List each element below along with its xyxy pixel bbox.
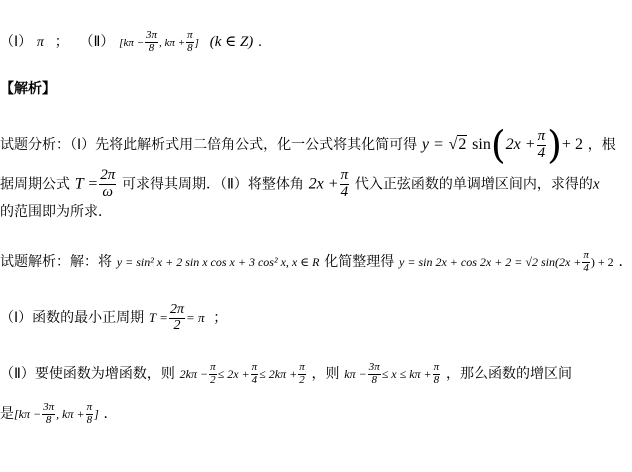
answer-condition: (k ∈ Z) [209, 34, 254, 51]
analysis-text-2b: 可求得其周期．（Ⅱ）将整体角 [121, 176, 304, 193]
analysis-line-1 [0, 123, 616, 167]
solution-ineq-a: 2kπ − [179, 367, 209, 382]
solution-ineq-d: kπ − [344, 367, 367, 382]
solution-part2-text-b: ，则 [311, 366, 340, 383]
solution-fraction-2pi-2: $\frac{2\pi}{2}$ [169, 302, 184, 333]
solution-text-1b: 化简整理得 [324, 254, 395, 271]
solution-line-1 [0, 250, 632, 274]
solution-T-eq: T = [148, 310, 168, 326]
analysis-y-eq: y = [421, 136, 444, 153]
solution-ineq-e: ≤ x ≤ kπ + [381, 367, 432, 382]
analysis-text-3: 的范围即为所求． [0, 204, 112, 220]
analysis-left-paren: ( [490, 123, 506, 167]
solution-interval-fraction-pi-8: $\frac{\pi}{8}$ [86, 401, 93, 426]
analysis-T-eq: T = [74, 175, 99, 193]
analysis-text-1: 试题分析：（Ⅰ）先将此解析式用二倍角公式，化一公式将其化简可得 [0, 137, 418, 153]
answer-line [0, 30, 262, 54]
solution-part1-end: ； [213, 310, 228, 327]
analysis-text-2c: 代入正弦函数的单调增区间内，求得的 [354, 176, 593, 193]
solution-part2-text-c: ，那么函数的增区间 [445, 366, 572, 383]
analysis-2x-plus-2: 2x + [308, 175, 339, 193]
analysis-2x-plus: 2x + [505, 136, 536, 153]
analysis-sqrt2: √2 [448, 136, 467, 153]
answer-interval-mid: , kπ + [159, 37, 186, 50]
solution-part2-text-a: （Ⅱ）要使函数为增函数，则 [0, 366, 175, 383]
answer-fraction-3pi-8: $\frac{3\pi}{8}$ [146, 29, 158, 54]
analysis-text-1-tail: ，根 [587, 137, 616, 153]
solution-part1-line [0, 303, 227, 333]
answer-end-period: . [258, 34, 262, 51]
analysis-fraction-pi-4-b: $\frac{\pi}{4}$ [340, 167, 349, 200]
answer-fraction-pi-8: $\frac{\pi}{8}$ [187, 29, 193, 54]
solution-original-function: y = sin² x + 2 sin x cos x + 3 cos² x, x ∈ R [116, 255, 320, 270]
solution-text-1a: 试题解析：解：将 [0, 254, 112, 271]
analysis-fraction-2pi-omega: $\frac{2\pi}{\omega}$ [100, 167, 116, 200]
answer-part1-label: （Ⅰ） [0, 34, 33, 51]
solution-interval-right: ] [94, 407, 99, 422]
solution-interval-line [0, 402, 118, 426]
solution-interval-fraction-3pi-8: $\frac{3\pi}{8}$ [43, 401, 55, 426]
analysis-line-2 [0, 168, 600, 201]
solution-interval-left: [kπ − [14, 407, 42, 422]
analysis-right-paren: ) [547, 123, 562, 167]
solution-eq-pi: = π [185, 310, 205, 326]
answer-interval-right: ] [194, 37, 199, 50]
solution-end-1: ． [618, 254, 632, 271]
solution-interval-mid: , kπ + [56, 407, 85, 422]
solution-fraction-3pi-8: $\frac{3\pi}{8}$ [368, 361, 380, 386]
solution-fraction-pi-2-a: $\frac{\pi}{2}$ [210, 361, 216, 386]
solution-fraction-pi-4: $\frac{\pi}{4}$ [583, 249, 589, 274]
analysis-text-2a: 据周期公式 [0, 176, 70, 193]
solution-ineq-b: ≤ 2x + [217, 367, 250, 382]
solution-interval-text: 是 [0, 406, 14, 423]
solution-part1-label: （Ⅰ）函数的最小正周期 [0, 310, 145, 327]
solution-ineq-c: ≤ 2kπ + [259, 367, 298, 382]
answer-part2-label: （Ⅱ） [79, 34, 115, 51]
solution-interval-end: ． [103, 406, 118, 423]
solution-fraction-pi-2-c: $\frac{\pi}{2}$ [299, 361, 305, 386]
answer-period-value: π [36, 35, 44, 51]
solution-fraction-pi-4-b: $\frac{\pi}{4}$ [251, 361, 258, 386]
solution-fraction-pi-8: $\frac{\pi}{8}$ [433, 361, 440, 386]
solution-part2-line [0, 362, 572, 386]
analysis-plus-2: + 2 [561, 136, 583, 153]
analysis-fraction-pi-4: $\frac{\pi}{4}$ [537, 127, 546, 161]
analysis-sin: sin [472, 136, 491, 153]
answer-interval-left: [kπ − [119, 37, 145, 50]
analysis-x-var: x [592, 176, 600, 193]
solution-simplified-b: ) + 2 [590, 255, 614, 270]
analysis-header: 【解析】 [0, 81, 56, 97]
solution-simplified-a: y = sin 2x + cos 2x + 2 = √2 sin(2x + [399, 255, 582, 270]
answer-separator: ； [54, 34, 69, 51]
